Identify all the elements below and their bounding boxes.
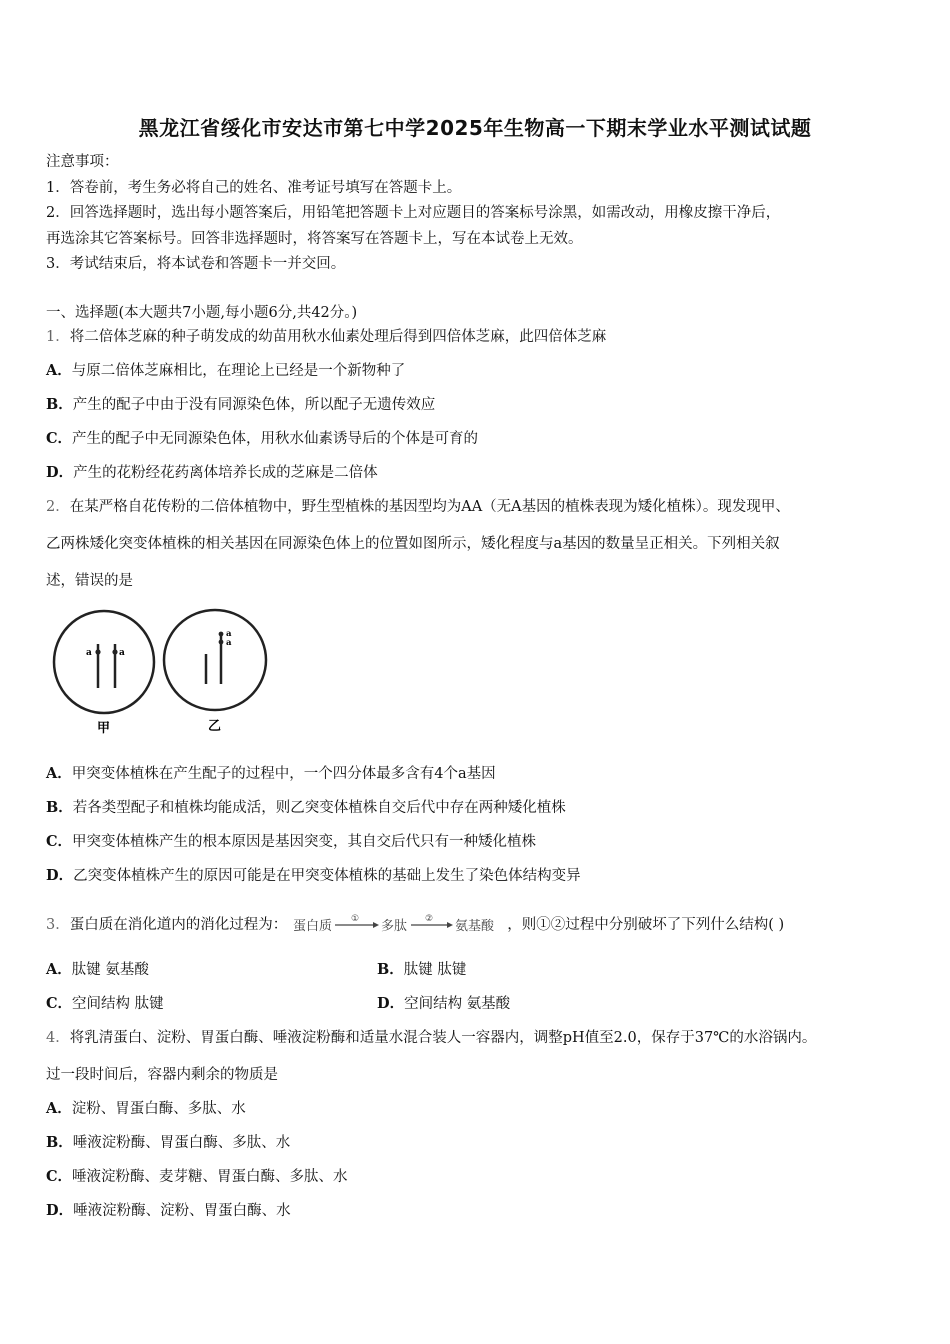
figure-label-right: 乙 [208, 719, 222, 734]
page-title: 黑龙江省绥化市安达市第七中学2025年生物高一下期末学业水平测试试题 [138, 116, 812, 140]
option: A．甲突变体植株在产生配子的过程中，一个四分体最多含有4个a基因 [46, 765, 496, 782]
gene-label: a [119, 648, 125, 658]
svg-text:①: ① [351, 914, 360, 924]
notice-item: 3．考试结束后，将本试卷和答题卡一并交回。 [46, 256, 346, 272]
question-2 [46, 497, 790, 517]
option: B．唾液淀粉酶、胃蛋白酶、多肽、水 [46, 1134, 291, 1151]
question-number: 1． [46, 329, 70, 345]
option: D．空间结构 氨基酸 [377, 995, 511, 1012]
option: C．甲突变体植株产生的根本原因是基因突变，其自交后代只有一种矮化植株 [46, 833, 537, 850]
question-1 [46, 327, 606, 347]
question-number: 4． [46, 1030, 70, 1046]
notice-item: 1．答卷前，考生务必将自己的姓名、准考证号填写在答题卡上。 [46, 180, 462, 196]
question-stem: 在某严格自花传粉的二倍体植物中，野生型植株的基因型均为AA（无A基因的植株表现为矮化植株）。现发现甲、 [69, 499, 790, 515]
svg-text:氨基酸: 氨基酸 [455, 919, 495, 934]
question-stem: 蛋白质在消化道内的消化过程为： [69, 917, 288, 933]
notice-heading: 注意事项： [46, 154, 119, 170]
option: D．产生的花粉经花药离体培养长成的芝麻是二倍体 [46, 464, 378, 481]
svg-text:蛋白质: 蛋白质 [293, 919, 333, 934]
option: B．若各类型配子和植株均能成活，则乙突变体植株自交后代中存在两种矮化植株 [46, 799, 566, 816]
question-number: 3． [46, 917, 70, 933]
question-stem: 将乳清蛋白、淀粉、胃蛋白酶、唾液淀粉酶和适量水混合装人一容器内，调整pH值至2.0，保存于37℃的水浴锅内。 [69, 1030, 817, 1046]
section-heading: 一、选择题(本大题共7小题,每小题6分,共42分。) [46, 305, 358, 321]
question-stem: 过一段时间后，容器内剩余的物质是 [46, 1067, 278, 1083]
question-4 [46, 1028, 816, 1048]
option: A．与原二倍体芝麻相比，在理论上已经是一个新物种了 [46, 362, 406, 379]
option: A．肽键 氨基酸 [46, 961, 149, 978]
option: B．肽键 肽键 [377, 961, 467, 978]
option: C．空间结构 肽键 [46, 995, 164, 1012]
notice-item: 再选涂其它答案标号。回答非选择题时，将答案写在答题卡上，写在本试卷上无效。 [46, 231, 583, 247]
question-stem: 乙两株矮化突变体植株的相关基因在同源染色体上的位置如图所示，矮化程度与a基因的数量呈正相关。下列相关叙 [46, 536, 780, 552]
question-3 [46, 912, 784, 938]
gene-label: a [226, 638, 232, 648]
digestion-equation [291, 912, 503, 938]
question-stem: 述，错误的是 [46, 573, 133, 589]
question-stem: 将二倍体芝麻的种子萌发成的幼苗用秋水仙素处理后得到四倍体芝麻，此四倍体芝麻 [69, 329, 607, 345]
option: A．淀粉、胃蛋白酶、多肽、水 [46, 1100, 246, 1117]
svg-text:多肽: 多肽 [381, 919, 408, 934]
option: B．产生的配子中由于没有同源染色体，所以配子无遗传效应 [46, 396, 436, 413]
option: D．乙突变体植株产生的原因可能是在甲突变体植株的基础上发生了染色体结构变异 [46, 867, 581, 884]
option: C．唾液淀粉酶、麦芽糖、胃蛋白酶、多肽、水 [46, 1168, 348, 1185]
question-number: 2． [46, 499, 70, 515]
option: C．产生的配子中无同源染色体，用秋水仙素诱导后的个体是可育的 [46, 430, 479, 447]
gene-label: a [226, 629, 232, 639]
notice-item: 2．回答选择题时，选出每小题答案后，用铅笔把答题卡上对应题目的答案标号涂黑，如需改动，用橡皮擦干净后， [46, 205, 781, 221]
figure-label-left: 甲 [97, 721, 111, 736]
question-stem: ，则①②过程中分别破坏了下列什么结构( ) [507, 917, 785, 933]
chromosome-figure [50, 608, 272, 740]
svg-text:②: ② [425, 914, 434, 924]
gene-label: a [86, 648, 92, 658]
option: D．唾液淀粉酶、淀粉、胃蛋白酶、水 [46, 1202, 291, 1219]
